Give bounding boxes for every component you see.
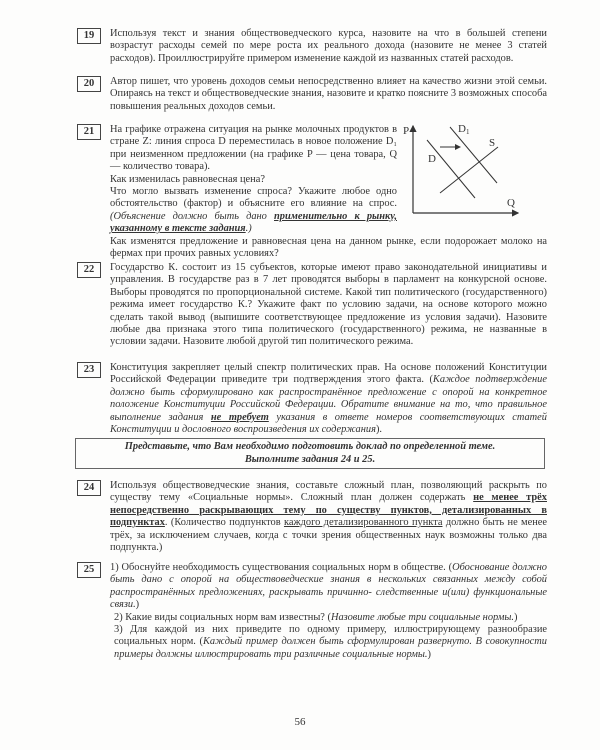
task-number: 21 bbox=[77, 124, 101, 140]
page-number: 56 bbox=[294, 716, 306, 728]
text: 1) Обоснуйте необходимость существования социальных норм в обществе. ( bbox=[110, 562, 453, 573]
task-question: Как изменилась равновесная цена? bbox=[110, 173, 265, 185]
task-text bbox=[110, 362, 547, 436]
task-number: 19 bbox=[77, 28, 101, 44]
underlined: каждого детализированного пункта bbox=[283, 517, 443, 529]
task-question-1 bbox=[110, 562, 547, 612]
task-number: 25 bbox=[77, 562, 101, 578]
task-question: Как изменятся предложение и равновесная цена на данном рынке, если подорожает молоко на фермах при прочих равных условиях? bbox=[110, 235, 547, 260]
text-end: ). bbox=[375, 424, 382, 436]
q-label: Q bbox=[507, 197, 515, 209]
task-question-2 bbox=[110, 612, 547, 624]
task-number: 23 bbox=[77, 362, 101, 378]
text: должно быть не менее трёх, за исключением случаев, когда с точки зрения общественных наук возможны только два подпункта.) bbox=[110, 517, 547, 554]
note: указания в ответе номеров соответствующих статей Конституции и дословного воспроизведения их содержания bbox=[110, 411, 547, 436]
task-22 bbox=[77, 262, 547, 349]
text: Используя обществоведческие знания, составьте сложный план, позволяющий раскрыть по существу тему «Социальные нормы». Сложный план должен содержать bbox=[110, 480, 547, 504]
task-text bbox=[110, 480, 547, 554]
task-number: 20 bbox=[77, 76, 101, 92]
text: Что могло вызвать изменение спроса? Укажите любое одно обстоятельство (фактор) и объясните его влияние на спрос. bbox=[110, 186, 397, 210]
task-text: Государство К. состоит из 15 субъектов, которые имеют право законодательной инициативы и управления. В государстве раз в 7 лет проводятся выборы в парламент на конкурсной основе. Выборы проводятся по пропорциональной системе. Какой тип политического (государственного) режима имеет государство К.? Укажите факт по условию задачи, на основе которого можно сделать такой вывод (выпишите соответствующее предложение из условия задачи). Назовите любые два признака этого типа политического (государственного) режима, не названные в условии задачи. Назовите любой другой тип политического режима. bbox=[110, 262, 547, 348]
supply-line-s bbox=[440, 147, 498, 193]
note: (Объяснение должно быть дано bbox=[110, 210, 267, 222]
task-text-intro: На графике отражена ситуация на рынке молочных продуктов в стране Z: линия спроса D переместилась в новое положение D₁ при неизменном предложении (на графике P — цена товара, Q — количество товара). bbox=[110, 124, 397, 173]
text: 2) Какие виды социальных норм вам известны? ( bbox=[114, 611, 331, 623]
text: . (Количество подпунктов bbox=[164, 517, 281, 529]
task-number: 22 bbox=[77, 262, 101, 278]
emphasis: не требует bbox=[210, 411, 269, 423]
instruction-banner bbox=[75, 438, 545, 469]
text-end: ) bbox=[513, 611, 518, 623]
s-label: S bbox=[489, 137, 496, 149]
text: Конституция закрепляет целый спектр политических прав. На основе положений Конституции Российской Федерации приведите три подтверждения этого факта. ( bbox=[110, 362, 547, 386]
note: Каждый пример должен быть сформулирован развернуто. В совокупности примеры должны иллюстрировать три различные социальные нормы. bbox=[114, 636, 547, 660]
note: Обоснование должно быть дано с опорой на обществоведческие знания в нескольких связанных между собой распространённых предложениях, раскрывать причинно- следственные и(или) функциональные связи. bbox=[110, 562, 547, 611]
text-end: ) bbox=[427, 648, 431, 660]
task-23 bbox=[77, 362, 547, 436]
task-text: Автор пишет, что уровень доходов семьи непосредственно влияет на качество жизни этой семьи. Опираясь на текст и обществоведческие знания, назовите и кратко поясните 3 возможных способа повышения реальных доходов семьи. bbox=[110, 76, 548, 112]
task-number: 24 bbox=[77, 480, 101, 496]
task-25 bbox=[77, 562, 547, 661]
d1-label: D bbox=[458, 123, 466, 135]
banner-line: Представьте, что Вам необходимо подготовить доклад по определенной теме. bbox=[124, 441, 496, 452]
demand-line-d1 bbox=[450, 127, 497, 183]
emphasis: не менее трёх непосредственно раскрывающих тему по существу пунктов, детализированных в подпунктах bbox=[110, 492, 547, 529]
d-label: D bbox=[428, 153, 436, 165]
emphasis: применительно к рынку, указанному в тексте задания bbox=[110, 210, 397, 235]
p-label: P bbox=[403, 125, 410, 137]
note: Назовите любые три социальные нормы. bbox=[330, 611, 514, 623]
banner-line: Выполните задания 24 и 25. bbox=[244, 454, 376, 465]
task-question-3 bbox=[110, 624, 547, 661]
text: 3) Для каждой из них приведите по одному примеру, иллюстрирующему разнообразие социальных норм. ( bbox=[114, 624, 547, 648]
task-text: Используя текст и знания обществоведческого курса, назовите на что в большей степени возрастут расходы семей по мере роста их реального дохода (назовите не менее 3 статей расходов). Проиллюстрируйте примером изменение каждой из названных статей расходов. bbox=[110, 28, 547, 64]
note: Каждое подтверждение должно быть сформулировано как распространённое предложение с опорой на конкретное положение Конституции Российской Федерации. Обратите внимание на то, что правильное выполнение задания bbox=[110, 374, 547, 423]
d1-subscript: 1 bbox=[466, 128, 470, 136]
task-24 bbox=[77, 480, 547, 554]
note-end: .) bbox=[245, 223, 252, 235]
text-end: ) bbox=[135, 599, 140, 611]
